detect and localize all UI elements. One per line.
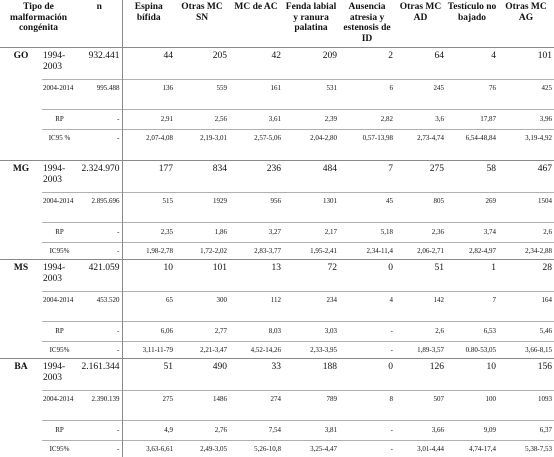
n-cell: 453.520 bbox=[77, 292, 122, 322]
period-subscript: 95% bbox=[57, 445, 70, 453]
value-cell: 0 bbox=[339, 260, 395, 292]
value-cell: 10 bbox=[446, 359, 498, 391]
value-cell: 1929 bbox=[175, 193, 229, 223]
value-cell: 72 bbox=[283, 260, 339, 292]
value-cell: 2,21-3,47 bbox=[175, 342, 229, 359]
value-cell: 2 bbox=[339, 48, 395, 80]
period-cell bbox=[42, 223, 77, 243]
value-cell: 6,37 bbox=[498, 421, 554, 441]
value-cell: 2,36 bbox=[395, 223, 446, 243]
period-label: RP bbox=[55, 115, 64, 123]
value-cell: 8,03 bbox=[229, 322, 283, 342]
n-cell: - bbox=[77, 110, 122, 130]
n-cell: - bbox=[77, 322, 122, 342]
period-label: RP bbox=[55, 426, 64, 434]
period-label: IC95 % bbox=[49, 134, 71, 142]
value-cell: 3,66 bbox=[395, 421, 446, 441]
value-cell: 1504 bbox=[498, 193, 554, 223]
header-espina-bifida: Espina bífida bbox=[122, 0, 175, 48]
period-cell bbox=[42, 391, 77, 421]
period-cell bbox=[42, 48, 77, 80]
value-cell: 2,39 bbox=[283, 110, 339, 130]
value-cell: 531 bbox=[283, 80, 339, 110]
value-cell: 13 bbox=[229, 260, 283, 292]
table-row bbox=[0, 421, 554, 441]
value-cell: 2,77 bbox=[175, 322, 229, 342]
value-cell: 2,73-4,74 bbox=[395, 130, 446, 161]
value-cell: 9,09 bbox=[446, 421, 498, 441]
value-cell: 2,91 bbox=[122, 110, 175, 130]
value-cell: 2,82 bbox=[339, 110, 395, 130]
value-cell: 6,54-48,84 bbox=[446, 130, 498, 161]
value-cell: 3,25-4,47 bbox=[283, 441, 339, 457]
header-row bbox=[0, 0, 554, 48]
value-cell: 275 bbox=[395, 161, 446, 193]
value-cell: 44 bbox=[122, 48, 175, 80]
value-cell: 1093 bbox=[498, 391, 554, 421]
value-cell: 101 bbox=[175, 260, 229, 292]
period-cell bbox=[42, 421, 77, 441]
n-cell: - bbox=[77, 243, 122, 260]
value-cell: 3,63-6,61 bbox=[122, 441, 175, 457]
value-cell: 177 bbox=[122, 161, 175, 193]
value-cell: 3,74 bbox=[446, 223, 498, 243]
value-cell: 28 bbox=[498, 260, 554, 292]
value-cell: 1,98-2,78 bbox=[122, 243, 175, 260]
value-cell: 100 bbox=[446, 391, 498, 421]
period-cell bbox=[42, 80, 77, 110]
value-cell: 425 bbox=[498, 80, 554, 110]
period-cell bbox=[42, 193, 77, 223]
value-cell: 0,57-13,98 bbox=[339, 130, 395, 161]
table-row bbox=[0, 193, 554, 223]
value-cell: 789 bbox=[283, 391, 339, 421]
value-cell: 3,19-4,92 bbox=[498, 130, 554, 161]
n-cell: 932.441 bbox=[77, 48, 122, 80]
value-cell: 42 bbox=[229, 48, 283, 80]
value-cell: 3,11-11-79 bbox=[122, 342, 175, 359]
period-cell bbox=[42, 322, 77, 342]
value-cell: 209 bbox=[283, 48, 339, 80]
value-cell: 834 bbox=[175, 161, 229, 193]
period-label: RP bbox=[55, 327, 64, 335]
n-cell: - bbox=[77, 130, 122, 161]
value-cell: - bbox=[339, 421, 395, 441]
value-cell: 1486 bbox=[175, 391, 229, 421]
value-cell: 58 bbox=[446, 161, 498, 193]
value-cell: 1,72-2,02 bbox=[175, 243, 229, 260]
period-cell bbox=[42, 359, 77, 391]
value-cell: 2,6 bbox=[395, 322, 446, 342]
period-label: IC bbox=[50, 247, 57, 255]
period-cell bbox=[42, 110, 77, 130]
table-row bbox=[0, 110, 554, 130]
value-cell: 4 bbox=[339, 292, 395, 322]
table-row bbox=[0, 130, 554, 161]
group-label: MG bbox=[0, 161, 42, 260]
n-cell: 2.161.344 bbox=[77, 359, 122, 391]
value-cell: 2,19-3,01 bbox=[175, 130, 229, 161]
value-cell: - bbox=[339, 322, 395, 342]
value-cell: 4,52-14,26 bbox=[229, 342, 283, 359]
group-label: BA bbox=[0, 359, 42, 457]
value-cell: 0 bbox=[339, 359, 395, 391]
header-testiculo: Testículo no bajado bbox=[446, 0, 498, 48]
table-row bbox=[0, 161, 554, 193]
table-row bbox=[0, 359, 554, 391]
period-label: IC bbox=[50, 346, 57, 354]
value-cell: 507 bbox=[395, 391, 446, 421]
value-cell: 2,04-2,80 bbox=[283, 130, 339, 161]
value-cell: 4 bbox=[446, 48, 498, 80]
value-cell: 269 bbox=[446, 193, 498, 223]
value-cell: 2,33-3,95 bbox=[283, 342, 339, 359]
group-label: GO bbox=[0, 48, 42, 161]
value-cell: 2,17 bbox=[283, 223, 339, 243]
period-label: 2004-2014 bbox=[43, 84, 73, 92]
value-cell: 112 bbox=[229, 292, 283, 322]
value-cell: 3,61 bbox=[229, 110, 283, 130]
value-cell: 6,06 bbox=[122, 322, 175, 342]
value-cell: 33 bbox=[229, 359, 283, 391]
value-cell: 245 bbox=[395, 80, 446, 110]
period-cell bbox=[42, 130, 77, 161]
period-cell bbox=[42, 292, 77, 322]
value-cell: 2,07-4,08 bbox=[122, 130, 175, 161]
value-cell: 3,01-4,44 bbox=[395, 441, 446, 457]
period-label: IC bbox=[50, 445, 57, 453]
value-cell: - bbox=[339, 342, 395, 359]
value-cell: 2,49-3,05 bbox=[175, 441, 229, 457]
value-cell: 2,83-3,77 bbox=[229, 243, 283, 260]
value-cell: 161 bbox=[229, 80, 283, 110]
period-cell bbox=[42, 342, 77, 359]
n-cell: - bbox=[77, 223, 122, 243]
value-cell: 164 bbox=[498, 292, 554, 322]
table-row bbox=[0, 391, 554, 421]
value-cell: 4,9 bbox=[122, 421, 175, 441]
value-cell: 274 bbox=[229, 391, 283, 421]
value-cell: 0.80-53,05 bbox=[446, 342, 498, 359]
header-otras-mc-ad: Otras MC AD bbox=[395, 0, 446, 48]
table-row bbox=[0, 342, 554, 359]
value-cell: 467 bbox=[498, 161, 554, 193]
n-cell: 995.488 bbox=[77, 80, 122, 110]
value-cell: 1301 bbox=[283, 193, 339, 223]
header-otras-mc-sn: Otras MC SN bbox=[175, 0, 229, 48]
value-cell: 2,56 bbox=[175, 110, 229, 130]
value-cell: 2,06-2,71 bbox=[395, 243, 446, 260]
period-cell bbox=[42, 161, 77, 193]
value-cell: 10 bbox=[122, 260, 175, 292]
value-cell: 205 bbox=[175, 48, 229, 80]
period-cell bbox=[42, 441, 77, 457]
group-label: MS bbox=[0, 260, 42, 359]
value-cell: 2,34-2,88 bbox=[498, 243, 554, 260]
period-label: 1994-2003 bbox=[43, 164, 65, 185]
value-cell: 3,03 bbox=[283, 322, 339, 342]
table-row bbox=[0, 441, 554, 457]
period-label: 2004-2014 bbox=[43, 197, 73, 205]
period-label: 1994-2003 bbox=[43, 263, 65, 284]
n-cell: - bbox=[77, 441, 122, 457]
value-cell: 6,53 bbox=[446, 322, 498, 342]
value-cell: 2,35 bbox=[122, 223, 175, 243]
value-cell: 51 bbox=[395, 260, 446, 292]
value-cell: 188 bbox=[283, 359, 339, 391]
value-cell: 515 bbox=[122, 193, 175, 223]
value-cell: 5,38-7,53 bbox=[498, 441, 554, 457]
period-label: RP bbox=[55, 228, 64, 236]
value-cell: 5,46 bbox=[498, 322, 554, 342]
header-ausencia-atresia: Ausencia atresia y estenosis de ID bbox=[339, 0, 395, 48]
value-cell: 126 bbox=[395, 359, 446, 391]
n-cell: 2.324.970 bbox=[77, 161, 122, 193]
value-cell: 275 bbox=[122, 391, 175, 421]
period-label: 2004-2014 bbox=[43, 395, 73, 403]
value-cell: 490 bbox=[175, 359, 229, 391]
value-cell: 3,96 bbox=[498, 110, 554, 130]
value-cell: 1 bbox=[446, 260, 498, 292]
value-cell: 17,87 bbox=[446, 110, 498, 130]
n-cell: 2.895.696 bbox=[77, 193, 122, 223]
period-label: 2004-2014 bbox=[43, 296, 73, 304]
value-cell: 805 bbox=[395, 193, 446, 223]
n-cell: 421.059 bbox=[77, 260, 122, 292]
value-cell: 156 bbox=[498, 359, 554, 391]
period-subscript: 95% bbox=[57, 247, 70, 255]
value-cell: 8 bbox=[339, 391, 395, 421]
value-cell: - bbox=[339, 441, 395, 457]
n-cell: - bbox=[77, 421, 122, 441]
value-cell: 7,54 bbox=[229, 421, 283, 441]
value-cell: 5,18 bbox=[339, 223, 395, 243]
value-cell: 6 bbox=[339, 80, 395, 110]
value-cell: 2,82-4,97 bbox=[446, 243, 498, 260]
table-row bbox=[0, 80, 554, 110]
value-cell: 2,34-11,4 bbox=[339, 243, 395, 260]
header-n: n bbox=[77, 0, 122, 48]
value-cell: 3,6 bbox=[395, 110, 446, 130]
table-row bbox=[0, 260, 554, 292]
value-cell: 300 bbox=[175, 292, 229, 322]
period-label: 1994-2003 bbox=[43, 51, 65, 72]
value-cell: 484 bbox=[283, 161, 339, 193]
header-type: Tipo de malformación congénita bbox=[0, 0, 77, 48]
header-mc-ac: MC de AC bbox=[229, 0, 283, 48]
value-cell: 142 bbox=[395, 292, 446, 322]
header-fenda-labial: Fenda labial y ranura palatina bbox=[283, 0, 339, 48]
table-row bbox=[0, 322, 554, 342]
table-row bbox=[0, 48, 554, 80]
value-cell: 559 bbox=[175, 80, 229, 110]
value-cell: 1,95-2,41 bbox=[283, 243, 339, 260]
n-cell: 2.390.139 bbox=[77, 391, 122, 421]
value-cell: 51 bbox=[122, 359, 175, 391]
value-cell: 7 bbox=[446, 292, 498, 322]
value-cell: 236 bbox=[229, 161, 283, 193]
table-row bbox=[0, 243, 554, 260]
value-cell: 76 bbox=[446, 80, 498, 110]
value-cell: 4,74-17,4 bbox=[446, 441, 498, 457]
value-cell: 65 bbox=[122, 292, 175, 322]
n-cell: - bbox=[77, 342, 122, 359]
value-cell: 3,81 bbox=[283, 421, 339, 441]
value-cell: 136 bbox=[122, 80, 175, 110]
value-cell: 1,89-3,57 bbox=[395, 342, 446, 359]
value-cell: 2,57-5,06 bbox=[229, 130, 283, 161]
header-otras-mc-ag: Otras MC AG bbox=[498, 0, 554, 48]
value-cell: 3,27 bbox=[229, 223, 283, 243]
value-cell: 2,6 bbox=[498, 223, 554, 243]
value-cell: 64 bbox=[395, 48, 446, 80]
value-cell: 5,26-10,8 bbox=[229, 441, 283, 457]
value-cell: 3,66-8,15 bbox=[498, 342, 554, 359]
value-cell: 1,86 bbox=[175, 223, 229, 243]
value-cell: 101 bbox=[498, 48, 554, 80]
value-cell: 956 bbox=[229, 193, 283, 223]
period-label: 1994-2003 bbox=[43, 362, 65, 383]
table-row bbox=[0, 292, 554, 322]
value-cell: 7 bbox=[339, 161, 395, 193]
table-row bbox=[0, 223, 554, 243]
period-cell bbox=[42, 260, 77, 292]
period-cell bbox=[42, 243, 77, 260]
period-subscript: 95% bbox=[57, 346, 70, 354]
value-cell: 234 bbox=[283, 292, 339, 322]
value-cell: 45 bbox=[339, 193, 395, 223]
value-cell: 2,76 bbox=[175, 421, 229, 441]
